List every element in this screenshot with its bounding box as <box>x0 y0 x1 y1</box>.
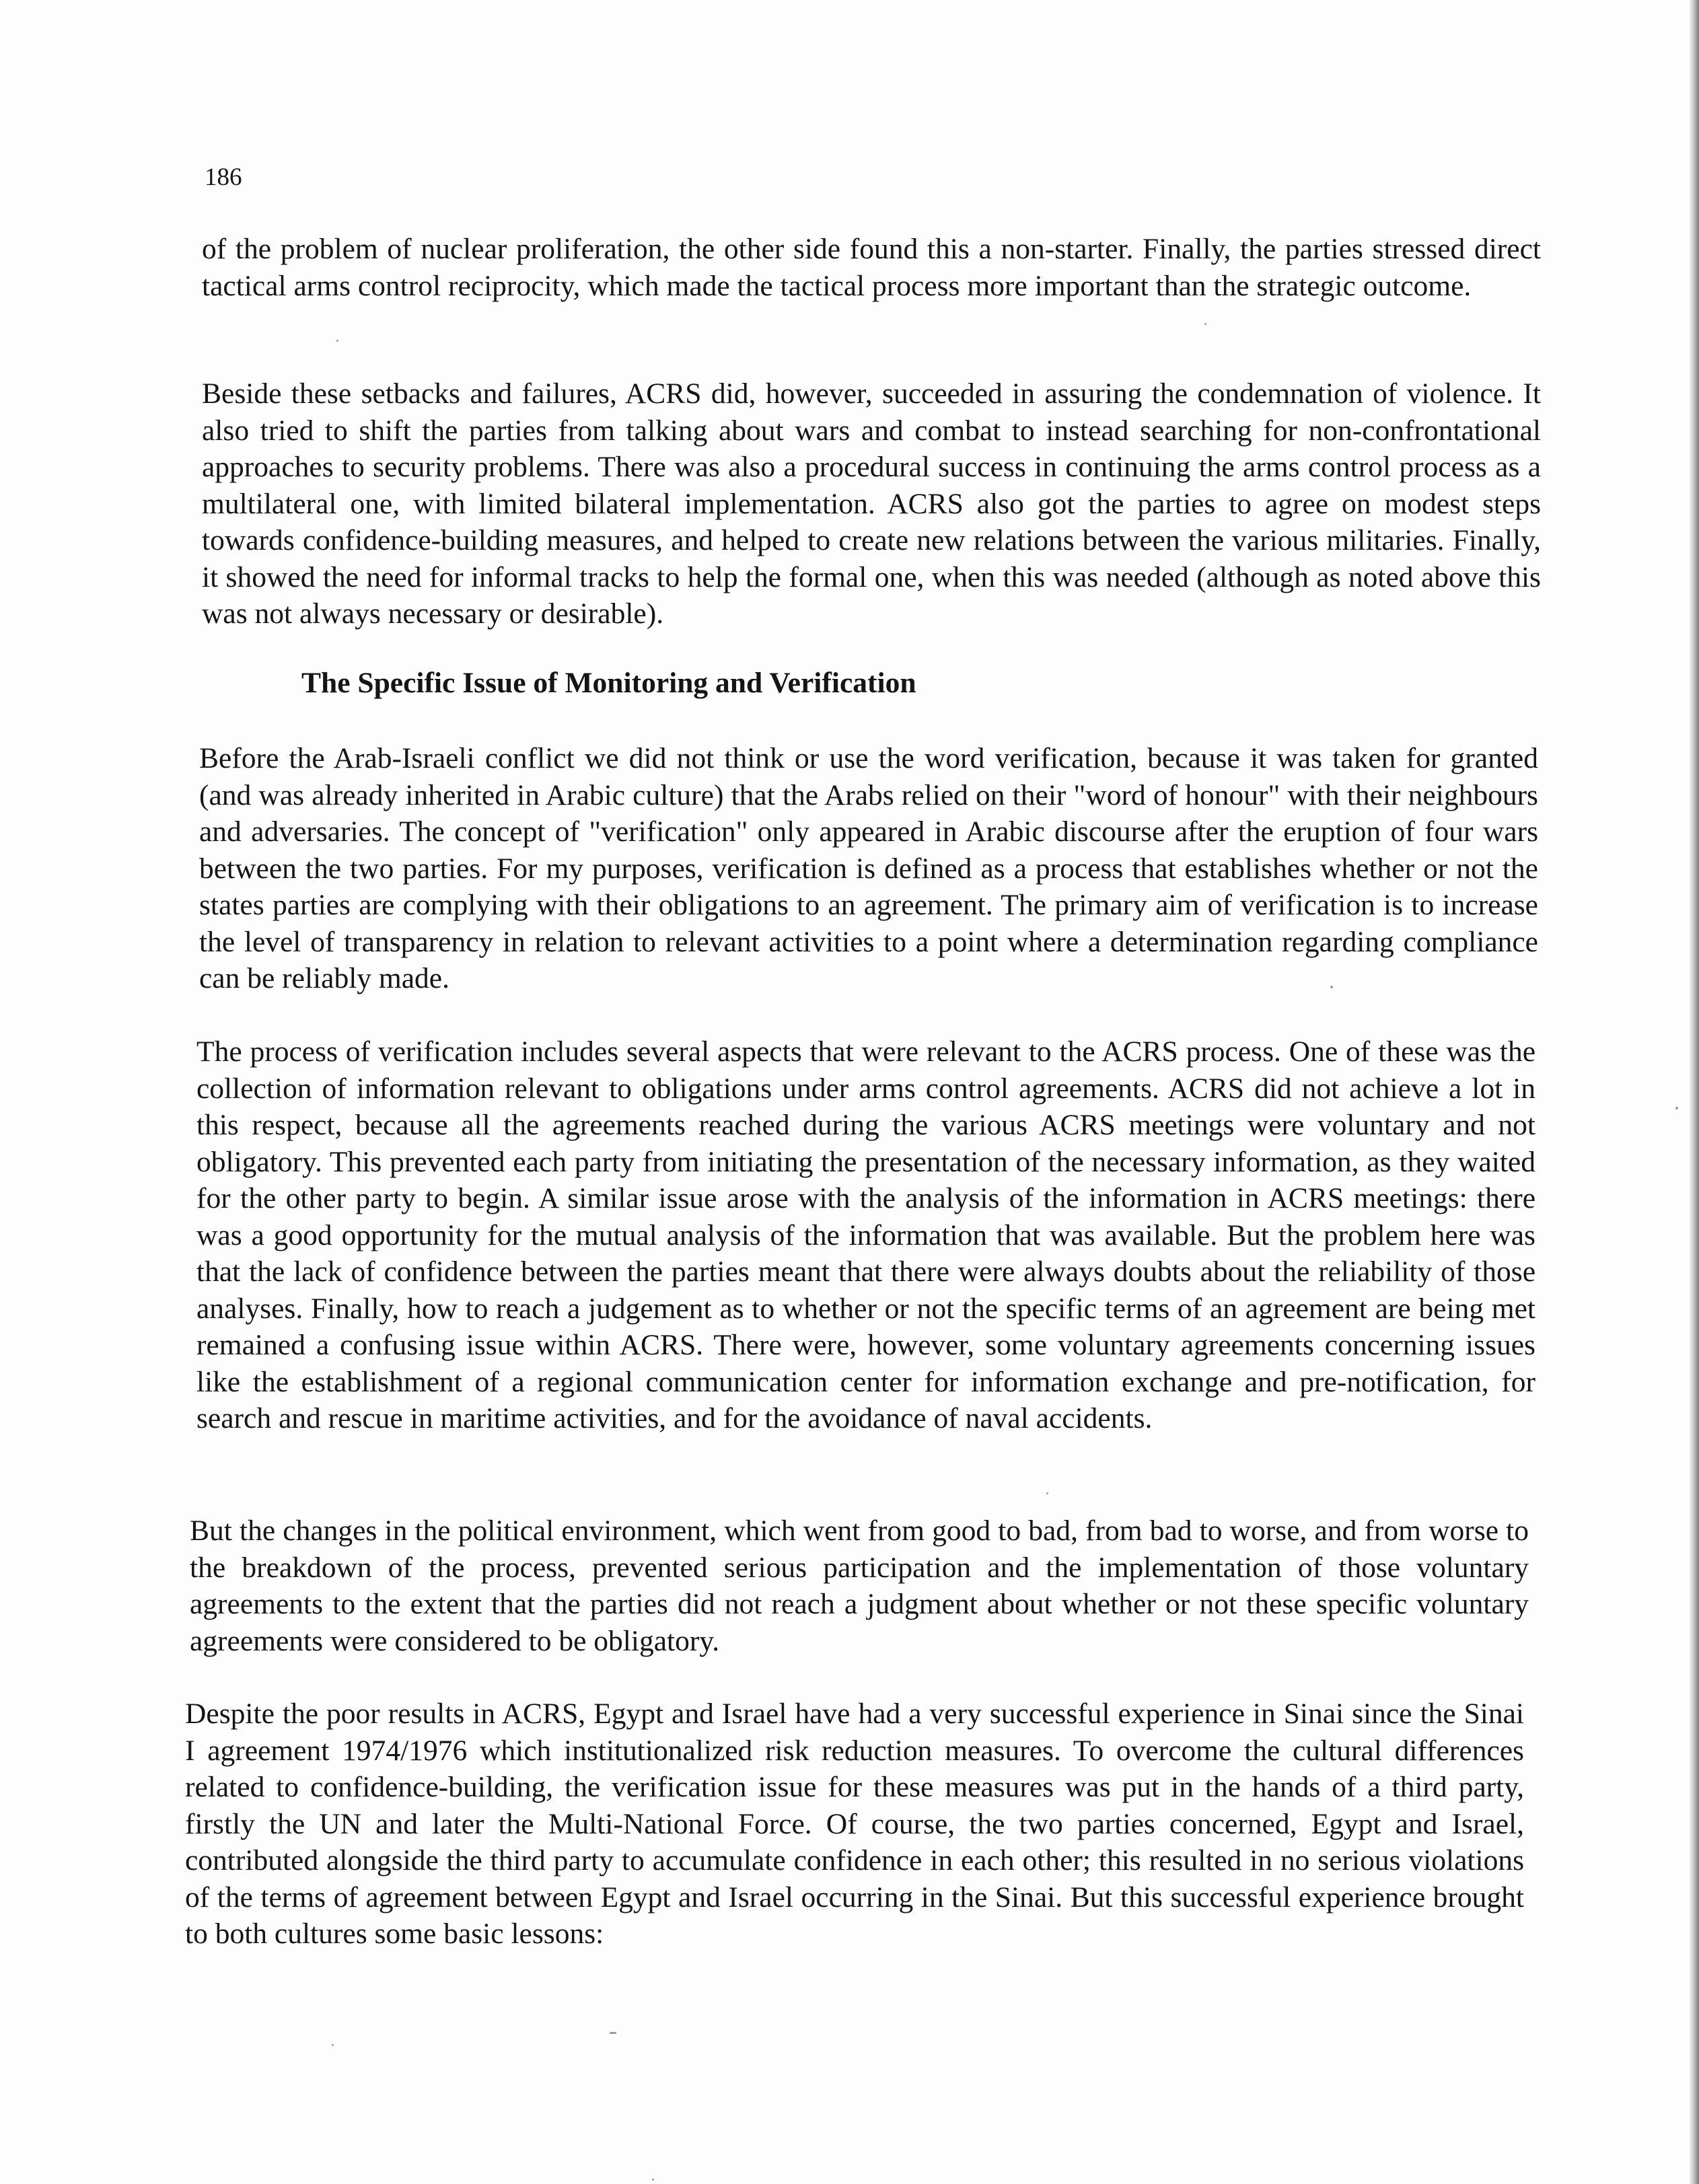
scan-speck <box>1675 1107 1678 1109</box>
paragraph-3: Before the Arab-Israeli conflict we did not think or use the word verification, because it was taken for granted (and was already inherited in Arabic culture) that the Arabs relied on their "word of honour" with their neighbours and adversaries. The concept of "verification" only appeared in Arabic discourse after the eruption of four wars between the two parties. For my purposes, verification is defined as a process that establishes whether or not the states parties are complying with their obligations to an agreement. The primary aim of verification is to increase the level of transparency in relation to relevant activities to a point where a determination regarding compliance can be reliably made. <box>199 742 1538 994</box>
paragraph-4: The process of verification includes several aspects that were relevant to the ACRS process. One of these was the collection of information relevant to obligations under arms control agreements. ACRS did not achieve a lot in this respect, because all the agreements reached during the various ACRS meetings were voluntary and not obligatory. This prevented each party from initiating the presentation of the necessary information, as they waited for the other party to begin. A similar issue arose with the analysis of the information in ACRS meetings: there was a good opportunity for the mutual analysis of the information that was available. But the problem here was that the lack of confidence between the parties meant that there were always doubts about the reliability of those analyses. Finally, how to reach a judgement as to whether or not the specific terms of an agreement are being met remained a confusing issue within ACRS. There were, however, some voluntary agreements concerning issues like the establishment of a regional communication center for information exchange and pre-notification, for search and rescue in maritime activities, and for the avoidance of naval accidents. <box>196 1035 1535 1434</box>
section-heading: The Specific Issue of Monitoring and Verification <box>301 667 916 699</box>
scan-speck <box>336 340 338 342</box>
scan-speck <box>610 2032 616 2034</box>
page-number: 186 <box>205 163 242 191</box>
scan-speck <box>1046 1492 1048 1494</box>
paragraph-5: But the changes in the political environment, which went from good to bad, from bad to worse, and from worse to the breakdown of the process, prevented serious participation and the implementation of those voluntary agreements to the extent that the parties did not reach a judgment about whether or not these specific voluntary agreements were considered to be obligatory. <box>190 1515 1529 1657</box>
scan-speck <box>652 2179 654 2181</box>
scan-speck <box>332 2044 334 2046</box>
paragraph-1: of the problem of nuclear proliferation, the other side found this a non-starter. Finally, the parties stressed direct tactical arms control reciprocity, which made the tactical process more important than the strategic outcome. <box>202 233 1541 302</box>
paragraph-2: Beside these setbacks and failures, ACRS did, however, succeeded in assuring the condemnation of violence. It also tried to shift the parties from talking about wars and combat to instead searching for non-confrontational approaches to security problems. There was also a procedural success in continuing the arms control process as a multilateral one, with limited bilateral implementation. ACRS also got the parties to agree on modest steps towards confidence-building measures, and helped to create new relations between the various militaries. Finally, it showed the need for informal tracks to help the formal one, when this was needed (although as noted above this was not always necessary or desirable). <box>202 377 1541 630</box>
page-edge-shadow <box>1690 0 1699 2184</box>
scan-speck <box>1330 986 1333 988</box>
scan-speck <box>1204 323 1206 325</box>
paragraph-6: Despite the poor results in ACRS, Egypt and Israel have had a very successful experience in Sinai since the Sinai I agreement 1974/1976 which institutionalized risk reduction measures. To overcome the cultural differences related to confidence-building, the verification issue for these measures was put in the hands of a third party, firstly the UN and later the Multi-National Force. Of course, the two parties concerned, Egypt and Israel, contributed alongside the third party to accumulate confidence in each other; this resulted in no serious violations of the terms of agreement between Egypt and Israel occurring in the Sinai. But this successful experience brought to both cultures some basic lessons: <box>185 1698 1524 1950</box>
